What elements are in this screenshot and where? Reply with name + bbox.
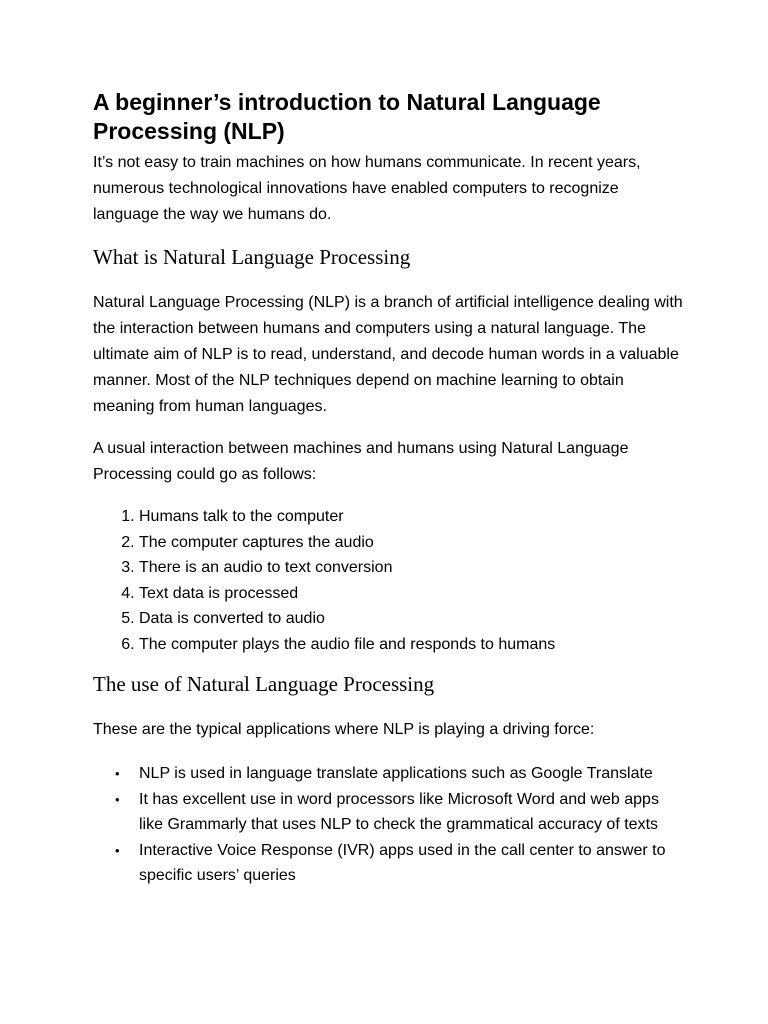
list-item: [93, 787, 683, 838]
list-item: [93, 838, 683, 889]
bullet-icon: •: [115, 791, 120, 807]
section-heading-use-of-nlp: The use of Natural Language Processing: [93, 672, 435, 696]
list-item: 1. Humans talk to the computer: [139, 504, 683, 530]
list-item-text: Interactive Voice Response (IVR) apps used in the call center to answer to specific users’ queries: [139, 841, 666, 884]
list-item-text: NLP is used in language translate applications such as Google Translate: [139, 765, 653, 782]
interaction-steps-list: [93, 504, 683, 657]
applications-list: [93, 761, 683, 889]
section-heading-what-is-nlp: What is Natural Language Processing: [93, 245, 411, 269]
bullet-icon: •: [115, 842, 120, 858]
applications-intro-paragraph: These are the typical applications where NLP is playing a driving force:: [93, 721, 595, 738]
list-item: 2. The computer captures the audio: [139, 530, 683, 556]
document-page: [93, 88, 683, 889]
list-item: 6. The computer plays the audio file and responds to humans: [139, 632, 683, 658]
intro-paragraph: It’s not easy to train machines on how humans communicate. In recent years, numerous technological innovations have enabled computers to recognize language the way we humans do.: [93, 154, 641, 223]
list-item: [93, 761, 683, 787]
list-item: 4. Text data is processed: [139, 581, 683, 607]
nlp-definition-paragraph: Natural Language Processing (NLP) is a branch of artificial intelligence dealing with the interaction between humans and computers using a natural language. The ultimate aim of NLP is to read, understand, and decode human words in a valuable manner. Most of the NLP techniques depend on machine learning to obtain meaning from human languages.: [93, 294, 683, 415]
bullet-icon: •: [115, 766, 120, 781]
article-title: A beginner’s introduction to Natural Language Processing (NLP): [93, 89, 601, 144]
list-item: 5. Data is converted to audio: [139, 606, 683, 632]
list-item-text: It has excellent use in word processors like Microsoft Word and web apps like Grammarly that uses NLP to check the grammatical accuracy of texts: [139, 790, 659, 833]
list-item: 3. There is an audio to text conversion: [139, 555, 683, 581]
interaction-intro-paragraph: A usual interaction between machines and humans using Natural Language Processing could go as follows:: [93, 440, 629, 483]
